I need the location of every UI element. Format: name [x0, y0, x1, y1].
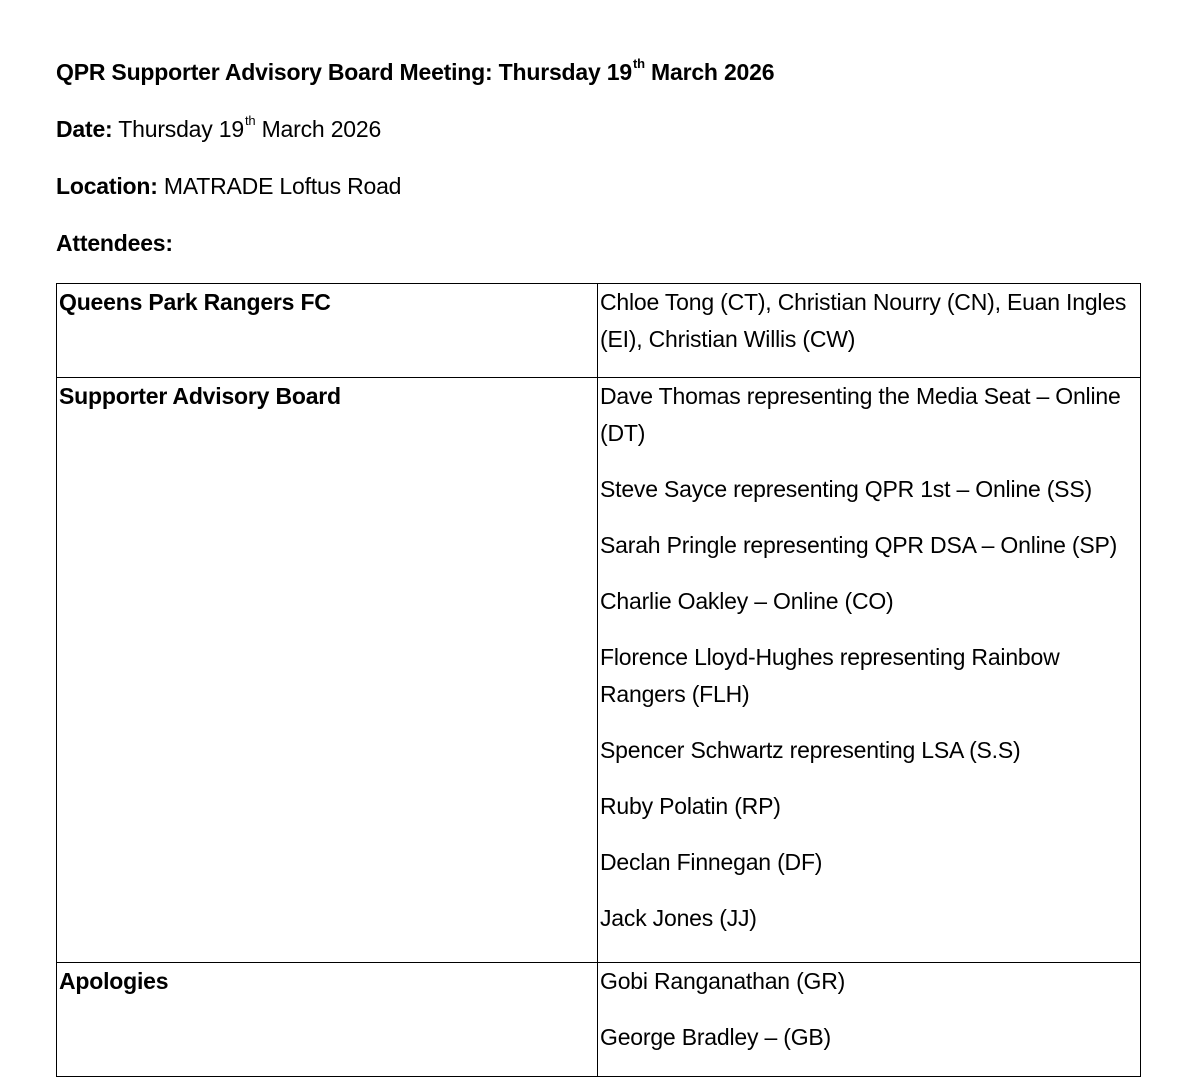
meeting-title: [56, 57, 774, 87]
attendees-table: [56, 283, 1141, 1077]
attendee-entry: Spencer Schwartz representing LSA (S.S): [600, 737, 1021, 763]
title-suffix: March 2026: [644, 59, 775, 85]
date-value-prefix: Thursday 19: [112, 116, 244, 142]
location-line: [56, 171, 401, 201]
date-value-suffix: March 2026: [255, 116, 382, 142]
attendee-entry: Dave Thomas representing the Media Seat – Online (DT): [600, 383, 1121, 446]
attendee-entry: Ruby Polatin (RP): [600, 793, 781, 819]
attendee-entry: Florence Lloyd-Hughes representing Rainbow Rangers (FLH): [600, 644, 1060, 707]
table-row: [57, 963, 1141, 1077]
attendee-entry: Declan Finnegan (DF): [600, 849, 823, 875]
date-line: [56, 114, 381, 144]
attendee-entry: George Bradley – (GB): [600, 1024, 832, 1050]
title-prefix: QPR Supporter Advisory Board Meeting: Thursday 19: [56, 59, 632, 85]
attendee-names-cell: [598, 284, 1141, 378]
group-name-cell: Queens Park Rangers FC: [57, 284, 598, 378]
location-label: Location:: [56, 173, 158, 199]
attendee-names-cell: [598, 378, 1141, 963]
group-name-cell: Supporter Advisory Board: [57, 378, 598, 963]
attendee-names-cell: [598, 963, 1141, 1077]
title-ordinal: th: [632, 56, 645, 72]
location-value: MATRADE Loftus Road: [157, 173, 402, 199]
date-ordinal: th: [244, 113, 256, 129]
attendee-entry: Sarah Pringle representing QPR DSA – Online (SP): [600, 532, 1118, 558]
attendee-entry: Charlie Oakley – Online (CO): [600, 588, 894, 614]
attendee-entry: Steve Sayce representing QPR 1st – Online (SS): [600, 476, 1092, 502]
attendee-entry: Chloe Tong (CT), Christian Nourry (CN), Euan Ingles (EI), Christian Willis (CW): [600, 289, 1127, 352]
attendees-heading: Attendees:: [56, 230, 173, 256]
table-row: [57, 284, 1141, 378]
attendee-entry: Gobi Ranganathan (GR): [600, 968, 846, 994]
date-label: Date:: [56, 116, 113, 142]
group-name-cell: Apologies: [57, 963, 598, 1077]
attendee-entry: Jack Jones (JJ): [600, 905, 757, 931]
table-row: [57, 378, 1141, 963]
